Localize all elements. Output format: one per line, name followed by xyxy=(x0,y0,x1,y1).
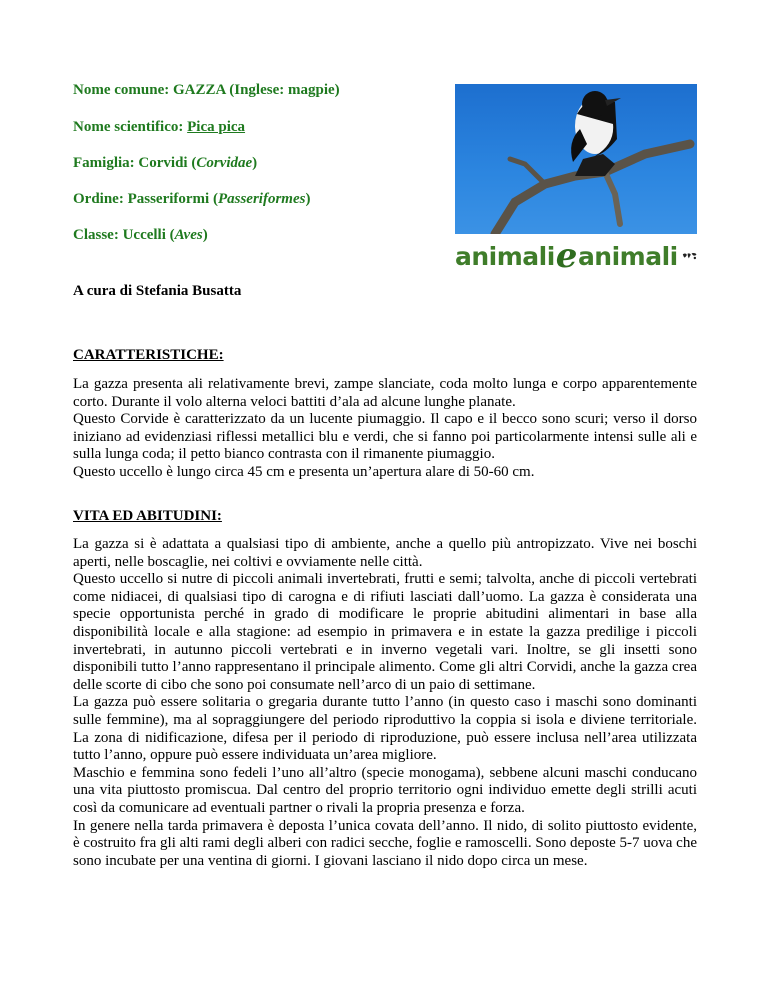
paragraph: Questo Corvide è caratterizzato da un lucente piumaggio. Il capo e il becco sono scuri; verso il dorso iniziano ad evidenziasi riflessi metallici blu e verdi, che si fanno poi particolarmente intensi sulle ali e sulla lunga coda; il petto bianco contrasta con il rimanente piumaggio. xyxy=(73,411,697,463)
vita-text xyxy=(73,536,697,870)
paragraph: Maschio e femmina sono fedeli l’uno all’altro (specie monogama), sebbene alcuni maschi conducano una vita piuttosto promiscua. Dal centro del proprio territorio ogni individuo emette degli strilli acuti così da comunicare ad eventuali partner o rivali la propria presenza e forza. xyxy=(73,764,697,816)
class: Classe: Uccelli (Aves) xyxy=(73,227,208,243)
paragraph: La gazza presenta ali relativamente brevi, zampe slanciate, coda molto lunga e corpo apparentemente corto. Durante il volo alterna veloci battiti d’ala ad alcune lunghe planate. xyxy=(73,376,697,410)
scientific-name: Nome scientifico: Pica pica xyxy=(73,119,246,135)
scientific-name-link[interactable]: Pica pica xyxy=(187,119,246,135)
order: Ordine: Passeriformi (Passeriformes) xyxy=(73,191,311,207)
magpie-illustration xyxy=(455,84,697,234)
animalieanimali-logo: animali e animali xyxy=(455,236,697,276)
section-title-vita: VITA ED ABITUDINI: xyxy=(73,508,222,524)
paragraph: In genere nella tarda primavera è deposta l’unica covata dell’anno. Il nido, di solito piuttosto evidente, è costruito fra gli alti rami degli alberi con radici secche, foglie e ramoscelli. Sono deposte 5-7 uova che sono incubate per una ventina di giorni. I giovani lasciano il nido dopo circa un mese. xyxy=(73,817,697,869)
author-line: A cura di Stefania Busatta xyxy=(73,283,242,299)
magpie-photo xyxy=(455,84,697,234)
world-map-icon xyxy=(682,246,697,266)
paragraph: La gazza può essere solitaria o gregaria durante tutto l’anno (in questo caso i maschi sono dominanti sulle femmine), ma al sopraggiungere del periodo riproduttivo la coppia si isola e diviene territoriale. La zona di nidificazione, difesa per il periodo di riproduzione, può essere inclusa nell’area utilizzata tutto l’anno, oppure può essere individuata un’area migliore. xyxy=(73,694,697,764)
paragraph: Questo uccello è lungo circa 45 cm e presenta un’apertura alare di 50-60 cm. xyxy=(73,463,535,480)
common-name: Nome comune: GAZZA (Inglese: magpie) xyxy=(73,82,340,98)
family: Famiglia: Corvidi (Corvidae) xyxy=(73,155,258,171)
section-title-caratteristiche: CARATTERISTICHE: xyxy=(73,347,224,363)
caratteristiche-text xyxy=(73,376,697,482)
paragraph: La gazza si è adattata a qualsiasi tipo di ambiente, anche a quello più antropizzato. Vive nei boschi aperti, nelle boscaglie, nei coltivi e ovviamente nelle città. xyxy=(73,536,697,570)
paragraph: Questo uccello si nutre di piccoli animali invertebrati, frutti e semi; talvolta, anche di piccoli vertebrati come nidiacei, di qualsiasi tipo di carogna e di rifiuti lasciati dall’uomo. La gazza è considerata una specie opportunista perché in grado di modificare le proprie abitudini alimentari in base alla disponibilità locale e alla stagione: ad esempio in primavera e in estate la gazza predilige i piccoli invertebrati, in autunno piccoli vertebrati e in inverno vegetali vari. Inoltre, se gli insetti sono disponibili tutto l’anno rappresentano il principale alimento. Come gli altri Corvidi, anche la gazza crea delle scorte di cibo che sono poi consumate nell’arco di un paio di settimane. xyxy=(73,571,697,693)
